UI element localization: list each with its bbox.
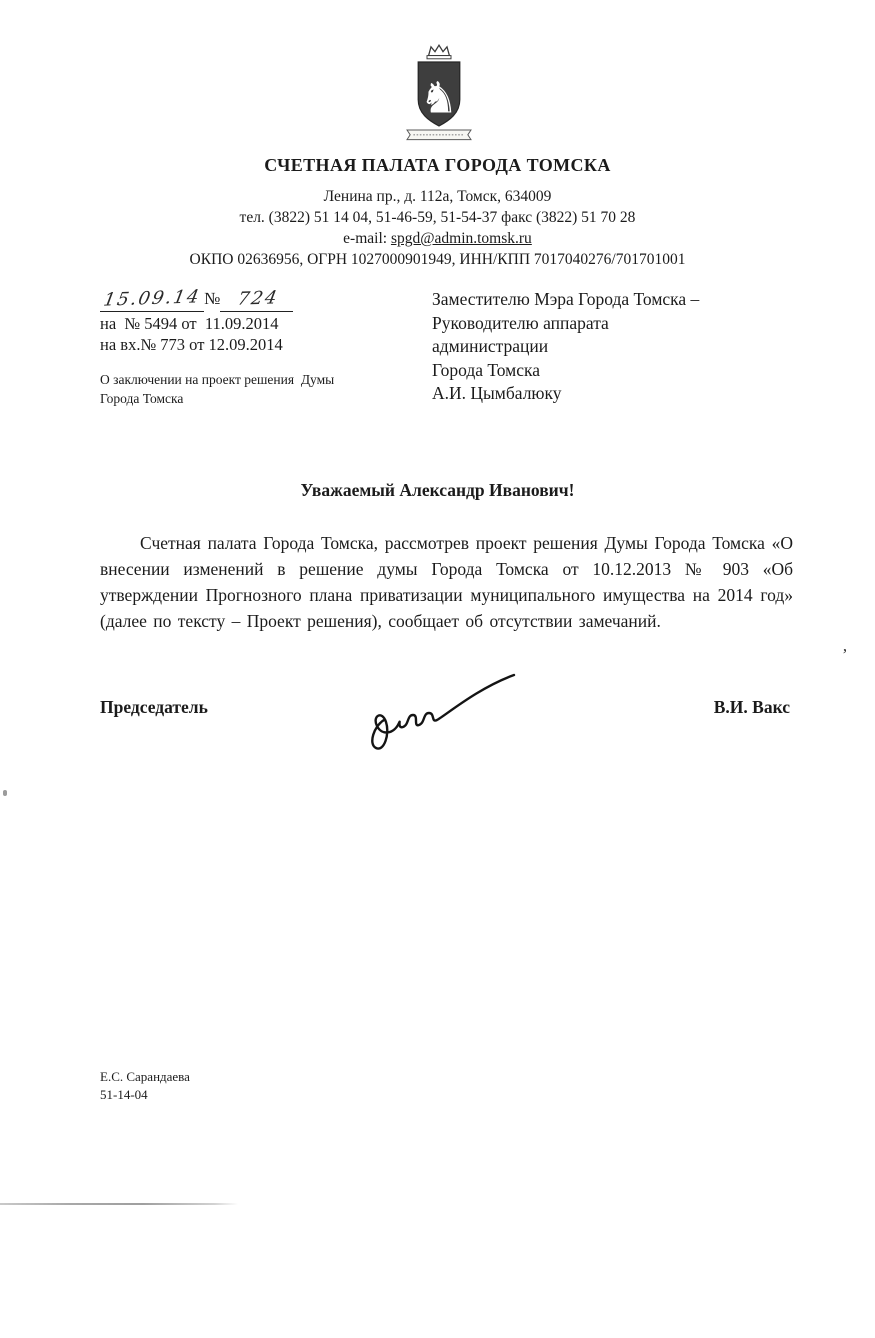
salutation: Уважаемый Александр Иванович! — [300, 480, 575, 500]
subject-line-1: О заключении на проект решения Думы — [100, 372, 335, 387]
crown-icon — [427, 45, 451, 59]
org-name: СЧЕТНАЯ ПАЛАТА ГОРОДА ТОМСКА — [264, 155, 611, 175]
incoming-ref: на вх.№ 773 от 12.09.2014 — [100, 335, 283, 354]
horse-icon: ♞ — [419, 73, 459, 124]
signer-title: Председатель — [100, 697, 208, 717]
org-email-line — [0, 228, 875, 249]
scan-artifact-dot — [3, 790, 7, 796]
outgoing-ref-line — [100, 288, 293, 312]
scan-artifact-line — [0, 1203, 238, 1205]
body-paragraph: Счетная палата Города Томска, рассмотрев проект решения Думы Города Томска «О внесении изменений в решение думы Города Томска от 10.12.2013 № 903 «Об утверждении Прогнозного плана приватизации муниципального имущества на 2014 год» (далее по тексту – Проект решения), сообщает об отсутствии замечаний. — [100, 533, 793, 631]
scan-artifact-mark: ’ — [842, 645, 848, 664]
org-codes: ОКПО 02636956, ОГРН 1027000901949, ИНН/КПП 7017040276/701701001 — [189, 251, 686, 268]
org-address: Ленина пр., д. 112а, Томск, 634009 — [323, 188, 552, 205]
tomsk-coat-of-arms-icon — [395, 42, 483, 142]
recipient-line: администрации — [432, 336, 549, 356]
ribbon-icon — [407, 130, 471, 140]
reply-to-ref: на № 5494 от 11.09.2014 — [100, 314, 279, 333]
recipient-line: Руководителю аппарата — [432, 312, 609, 333]
outgoing-number-handwritten: 724 — [220, 288, 292, 312]
signer-name: В.И. Вакс — [713, 697, 790, 717]
number-sign: № — [204, 289, 221, 308]
org-phones: тел. (3822) 51 14 04, 51-46-59, 51-54-37 факс (3822) 51 70 28 — [239, 209, 636, 226]
recipient-line: А.И. Цымбалюку — [432, 383, 562, 403]
subject-line-2: Города Томска — [100, 391, 184, 406]
recipient-block — [432, 288, 832, 406]
outgoing-date-handwritten: 15.09.14 — [101, 286, 203, 311]
recipient-line: Заместителю Мэра Города Томска – — [432, 289, 700, 309]
executor-name: Е.С. Сарандаева — [100, 1069, 190, 1084]
executor-phone: 51-14-04 — [100, 1087, 148, 1102]
recipient-line: Города Томска — [432, 359, 541, 380]
email-address: spgd@admin.tomsk.ru — [390, 230, 532, 247]
executor-block — [100, 1068, 190, 1104]
email-label: e-mail: — [343, 230, 391, 247]
